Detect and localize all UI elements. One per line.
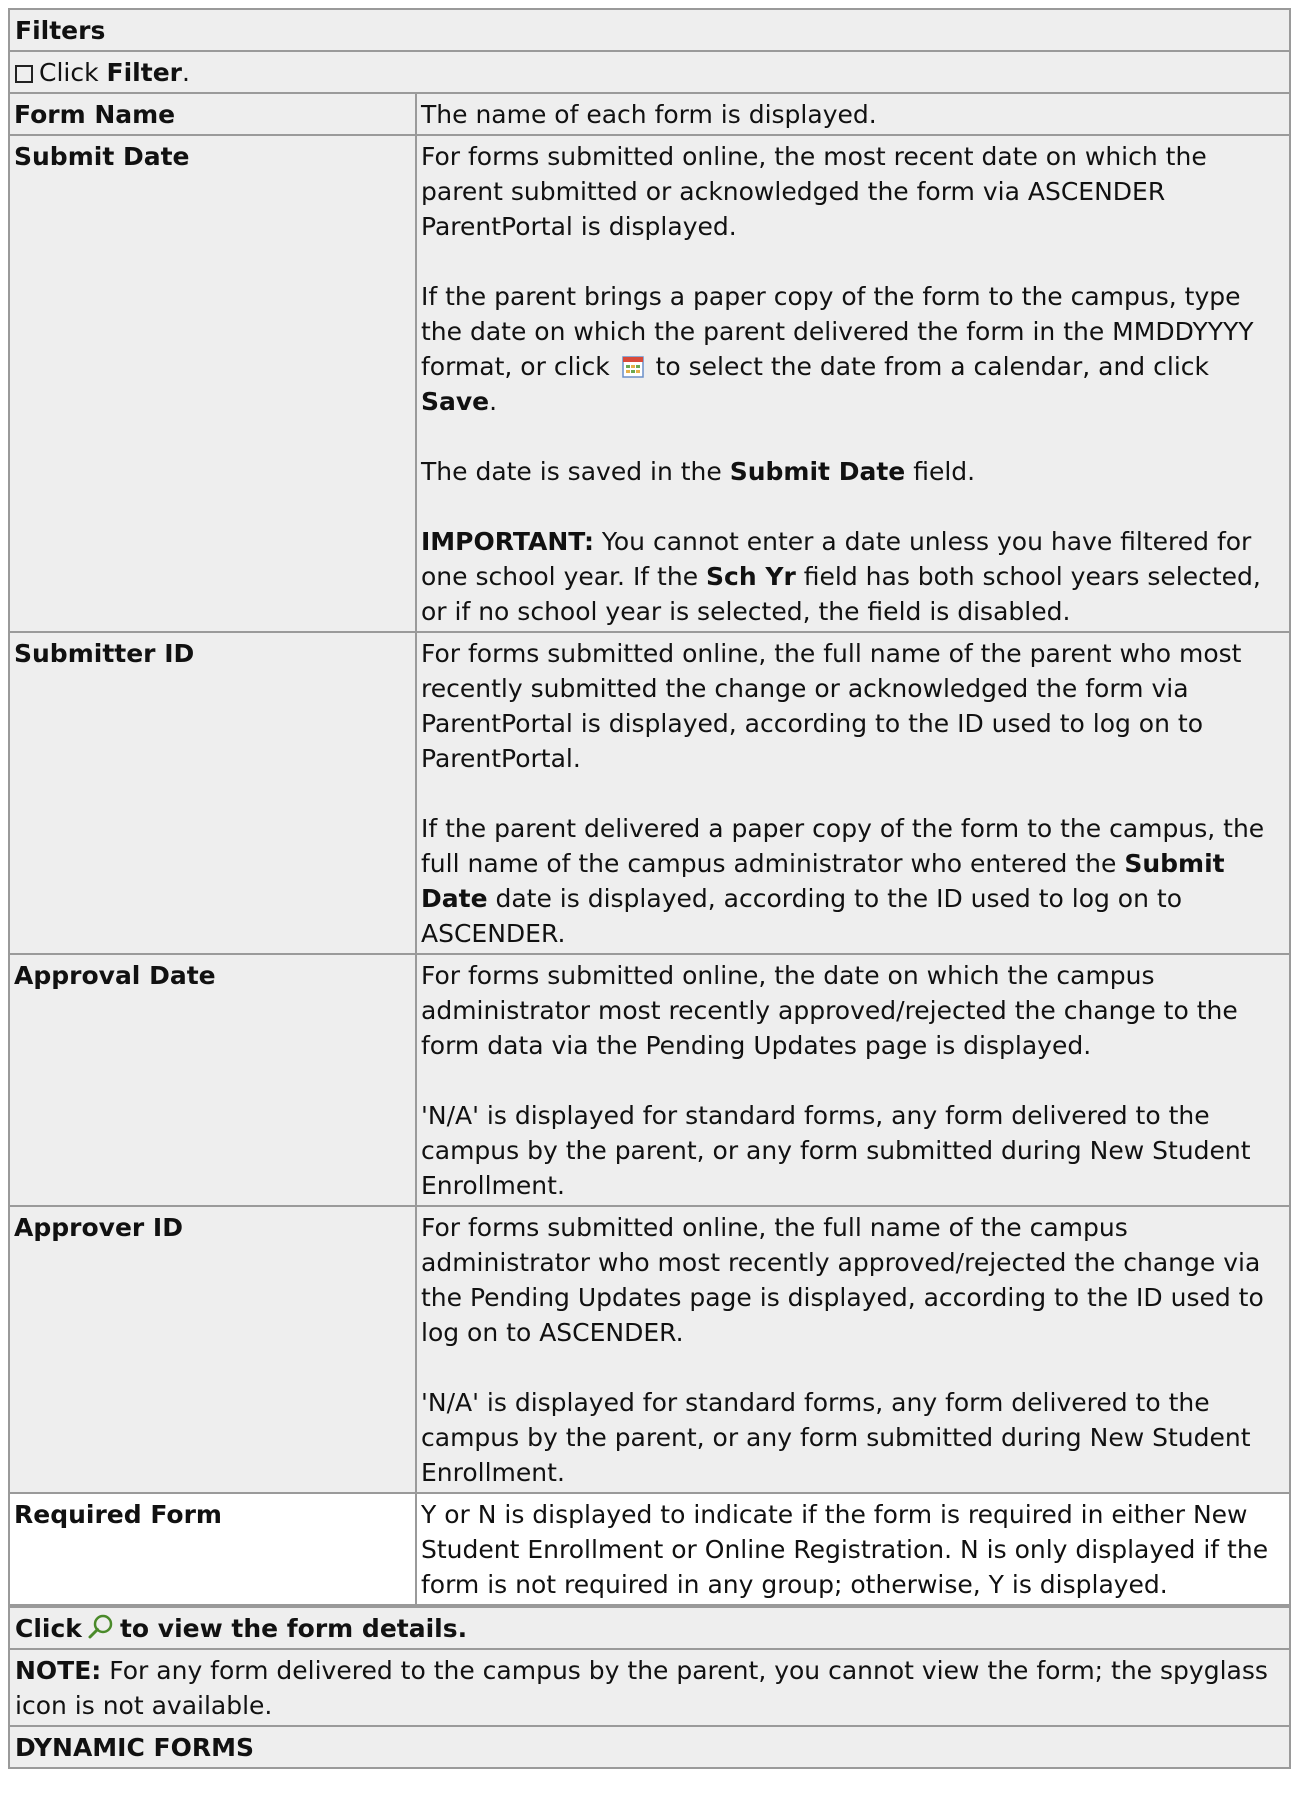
desc-text: For forms submitted online, the date on which the campus administrator most recently approved/rejected the change to the form data via the Pending Updates page is displayed. — [421, 961, 1238, 1060]
desc-text: to select the date from a calendar, and click — [655, 352, 1209, 381]
term-submit-date: Submit Date — [9, 135, 416, 632]
footer-section-title — [8, 1725, 1291, 1769]
desc-text: The date is saved in the — [421, 457, 722, 486]
desc-bold: IMPORTANT: — [421, 527, 594, 556]
desc-text: field has both school years selected, or if no school year is selected, the field is disabled. — [421, 562, 1261, 626]
desc-form-name — [416, 93, 1290, 135]
calendar-icon[interactable] — [622, 356, 644, 378]
note-text: For any form delivered to the campus by the parent, you cannot view the form; the spyglass icon is not available. — [15, 1656, 1268, 1720]
desc-text: date is displayed, according to the ID used to log on to ASCENDER. — [421, 884, 1182, 948]
desc-bold: Sch Yr — [706, 562, 796, 591]
desc-submitter-id — [416, 632, 1290, 954]
table-row — [9, 93, 1290, 135]
desc-text: Y or N is displayed to indicate if the form is required in either New Student Enrollment or Online Registration. N is only displayed if the form is not required in any group; otherwise, Y is displayed. — [421, 1500, 1269, 1599]
table-row — [9, 954, 1290, 1206]
desc-paragraph — [421, 279, 1285, 419]
section-title-text: Filters — [15, 16, 106, 45]
desc-text: If the parent delivered a paper copy of the form to the campus, the full name of the campus administrator who entered the — [421, 814, 1265, 878]
term-form-name: Form Name — [9, 93, 416, 135]
desc-bold: Submit Date — [729, 457, 906, 486]
desc-paragraph — [421, 636, 1285, 776]
desc-paragraph — [421, 524, 1285, 629]
filter-step-prefix: Click — [39, 58, 99, 87]
desc-text: . — [489, 387, 498, 416]
section-title — [8, 8, 1291, 50]
term-approval-date: Approval Date — [9, 954, 416, 1206]
desc-approver-id — [416, 1206, 1290, 1493]
term-submitter-id: Submitter ID — [9, 632, 416, 954]
desc-approval-date — [416, 954, 1290, 1206]
desc-text: The name of each form is displayed. — [421, 100, 877, 129]
note-label: NOTE: — [15, 1656, 102, 1685]
desc-text: You cannot enter a date unless you have filtered for one school year. If the — [421, 527, 1252, 591]
spyglass-icon[interactable] — [86, 1612, 116, 1642]
desc-text: If the parent brings a paper copy of the form to the campus, type the date on which the parent delivered the form in the MMDDYYYY format, or click — [421, 282, 1254, 381]
desc-text: For forms submitted online, the full name of the campus administrator who most recently approved/rejected the change via the Pending Updates page is displayed, according to the ID used to log on to ASCENDER. — [421, 1213, 1264, 1347]
field-definitions-table — [8, 92, 1291, 1606]
checkbox-icon[interactable] — [15, 65, 33, 83]
desc-paragraph — [421, 1098, 1285, 1203]
filter-step-suffix: . — [181, 58, 190, 87]
desc-paragraph — [421, 1385, 1285, 1490]
documentation-table — [8, 8, 1291, 1769]
term-required-form: Required Form — [9, 1493, 416, 1605]
desc-paragraph — [421, 811, 1285, 951]
desc-submit-date — [416, 135, 1290, 632]
view-details-prefix: Click — [15, 1614, 82, 1643]
table-row — [9, 632, 1290, 954]
desc-text: 'N/A' is displayed for standard forms, any form delivered to the campus by the parent, or any form submitted during New Student Enrollment. — [421, 1101, 1251, 1200]
desc-text: 'N/A' is displayed for standard forms, any form delivered to the campus by the parent, or any form submitted during New Student Enrollment. — [421, 1388, 1251, 1487]
desc-bold: Save — [421, 387, 490, 416]
desc-bold: Submit Date — [421, 849, 1225, 913]
note-row — [8, 1648, 1291, 1725]
term-approver-id: Approver ID — [9, 1206, 416, 1493]
view-details-suffix: to view the form details. — [119, 1614, 468, 1643]
table-row — [9, 1493, 1290, 1605]
desc-text: For forms submitted online, the full name of the parent who most recently submitted the change or acknowledged the form via ParentPortal is displayed, according to the ID used to log on to ParentPortal. — [421, 639, 1242, 773]
filter-step-bold: Filter — [106, 58, 182, 87]
filter-step — [8, 50, 1291, 92]
desc-paragraph — [421, 139, 1285, 244]
desc-paragraph — [421, 454, 1285, 489]
footer-title-text: DYNAMIC FORMS — [15, 1733, 255, 1762]
desc-paragraph — [421, 958, 1285, 1063]
table-row — [9, 1206, 1290, 1493]
desc-required-form — [416, 1493, 1290, 1605]
table-row — [9, 135, 1290, 632]
desc-paragraph — [421, 1210, 1285, 1350]
desc-text: field. — [913, 457, 976, 486]
view-details-row — [8, 1606, 1291, 1648]
desc-text: For forms submitted online, the most recent date on which the parent submitted or acknowledged the form via ASCENDER ParentPortal is displayed. — [421, 142, 1207, 241]
